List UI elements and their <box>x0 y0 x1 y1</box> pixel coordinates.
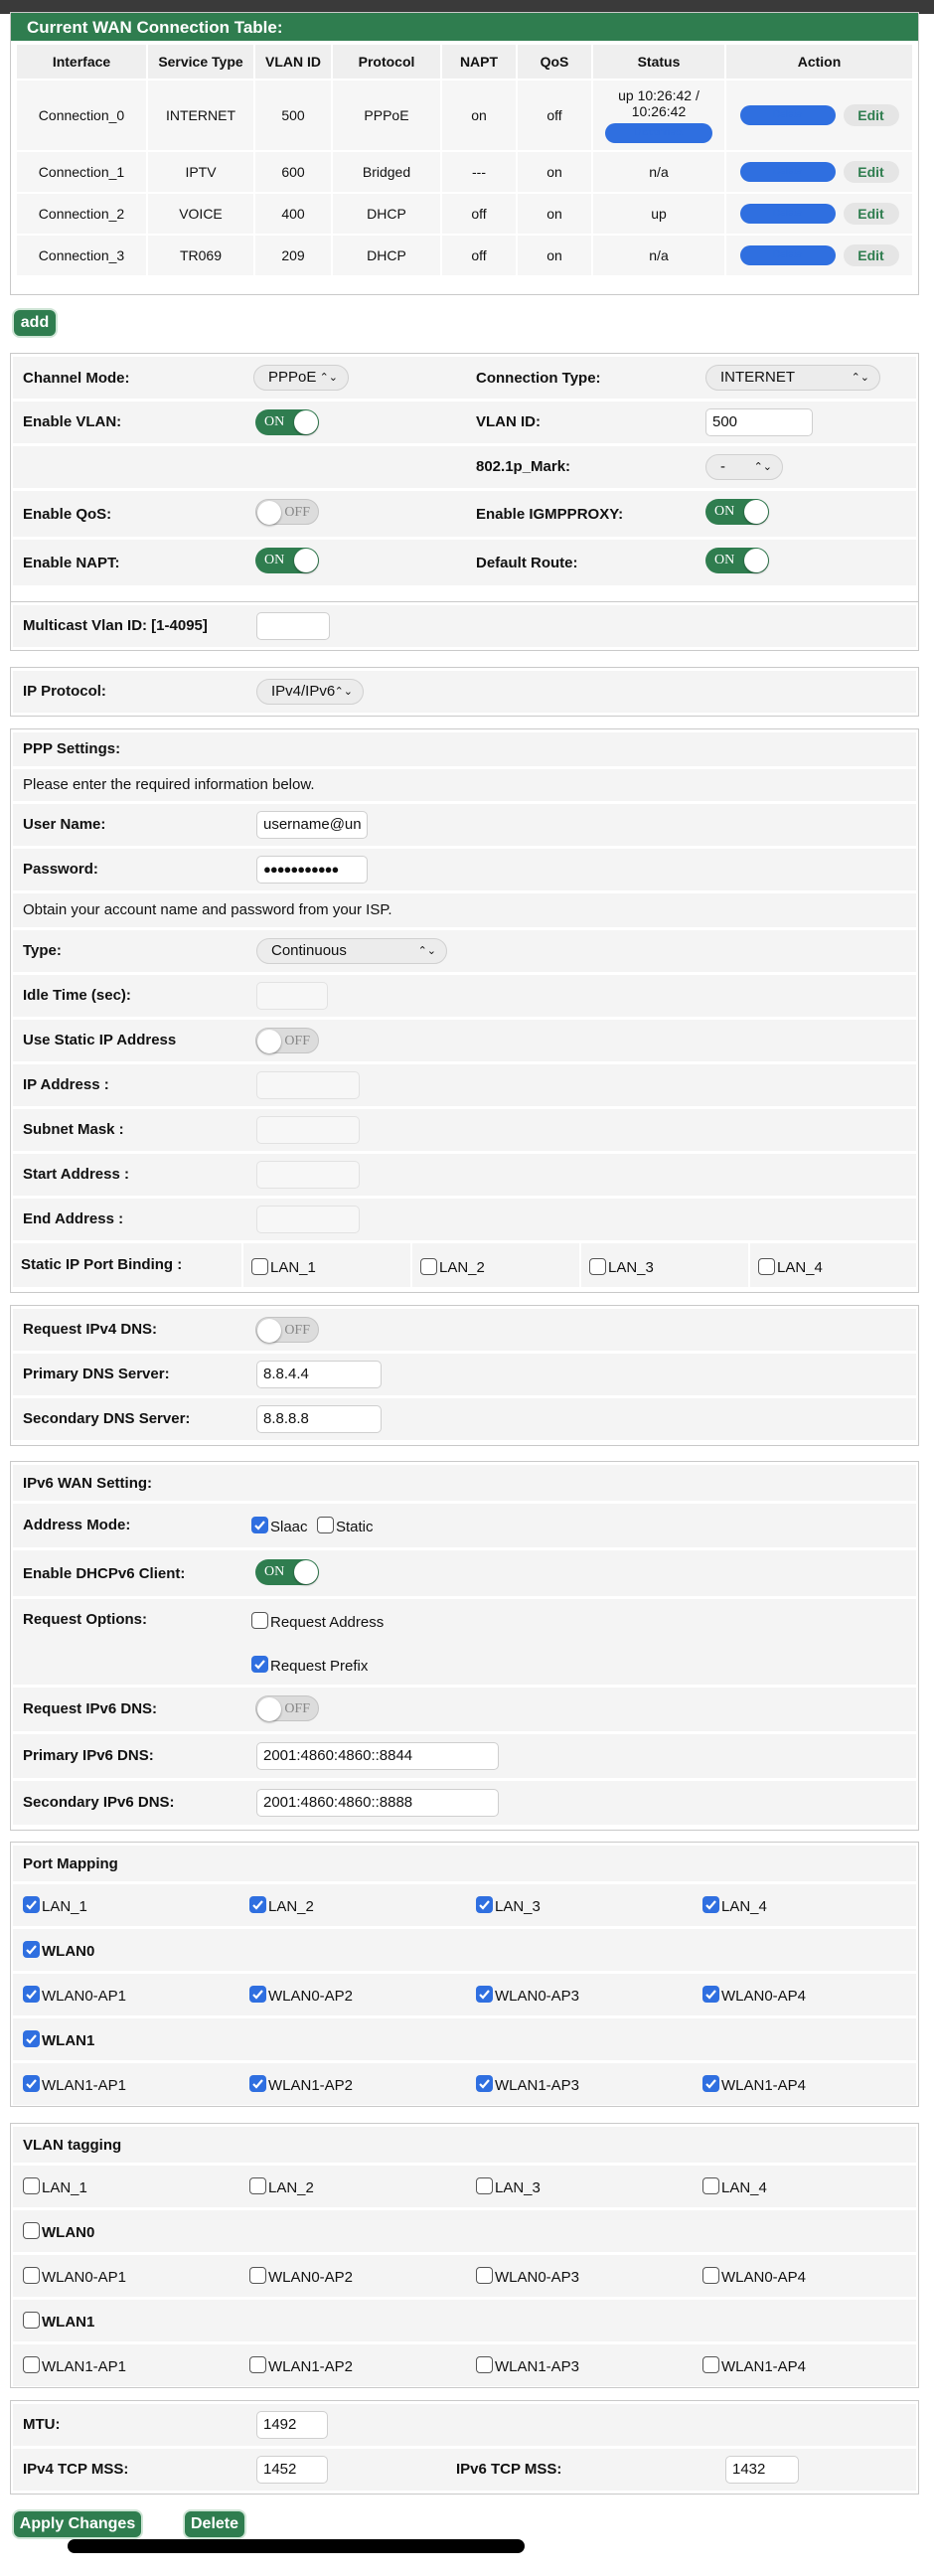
secondary-ipv6-dns-input[interactable]: 2001:4860:4860::8888 <box>256 1789 499 1817</box>
enable-vlan-toggle[interactable] <box>255 409 319 435</box>
cell-action <box>726 236 912 275</box>
cell-status: up <box>593 194 724 234</box>
col-napt: NAPT <box>442 45 516 79</box>
row-secondary-ipv6-dns <box>13 1781 916 1825</box>
cell-protocol: DHCP <box>333 236 440 275</box>
select-arrows-icon: ⌃⌄ <box>334 686 353 698</box>
mark-value: - <box>720 458 725 475</box>
port-mapping-title: Port Mapping <box>23 1855 118 1872</box>
pm-wlan1-ap1-checkbox[interactable] <box>23 2075 40 2092</box>
delete-connection-button[interactable]: Delete <box>740 245 836 265</box>
request-address-label: Request Address <box>270 1614 385 1631</box>
vt-lan4-label: LAN_4 <box>721 2179 767 2196</box>
row-vt-wlan0 <box>13 2210 916 2252</box>
secondary-ipv6-dns-label: Secondary IPv6 DNS: <box>23 1794 175 1811</box>
vlan-id-input[interactable]: 500 <box>705 408 813 436</box>
checkmark-icon <box>24 2076 39 2091</box>
ppp-settings-panel <box>10 728 919 1293</box>
row-vt-wlan1 <box>13 2300 916 2341</box>
vt-lan2-checkbox[interactable] <box>249 2177 266 2194</box>
mtu-label: MTU: <box>23 2416 61 2433</box>
ppp-intro-text: Please enter the required information below. <box>23 776 315 793</box>
checkmark-icon <box>703 1987 718 2002</box>
idle-time-label: Idle Time (sec): <box>23 987 131 1004</box>
vt-wlan1-ap1-label: WLAN1-AP1 <box>42 2358 127 2375</box>
ip-protocol-value: IPv4/IPv6 <box>271 683 336 700</box>
vt-wlan0-ap1-label: WLAN0-AP1 <box>42 2269 127 2286</box>
cell-status: n/a <box>593 236 724 275</box>
request-prefix-checkbox[interactable] <box>251 1656 268 1673</box>
pm-wlan1-checkbox[interactable] <box>23 2030 40 2047</box>
wan-table-title: Current WAN Connection Table: <box>11 13 918 41</box>
pm-lan1-label: LAN_1 <box>42 1898 87 1915</box>
vlan-tagging-panel <box>10 2123 919 2388</box>
wan-connection-panel <box>10 12 919 295</box>
binding-cell <box>750 1243 916 1287</box>
row-primary-ipv6-dns <box>13 1734 916 1778</box>
cell-action <box>726 152 912 192</box>
cell-vlan: 400 <box>255 194 331 234</box>
row-isp-note <box>13 893 916 927</box>
username-input[interactable]: username@un <box>256 811 368 839</box>
pm-lan2-checkbox[interactable] <box>249 1896 266 1913</box>
binding-cell <box>581 1243 748 1287</box>
table-row <box>17 194 912 234</box>
igmp-proxy-toggle[interactable] <box>705 499 769 525</box>
row-secondary-dns <box>13 1398 916 1440</box>
request-ipv4-dns-toggle[interactable] <box>255 1317 319 1343</box>
cell-action <box>726 80 912 150</box>
mtu-panel <box>10 2400 919 2495</box>
vt-wlan1-ap1-checkbox[interactable] <box>23 2356 40 2373</box>
request-ipv6-dns-label: Request IPv6 DNS: <box>23 1700 158 1717</box>
row-port-binding <box>13 1243 916 1287</box>
row-ipv6-title <box>13 1465 916 1501</box>
multicast-vlan-input[interactable] <box>256 612 330 640</box>
cell-qos: off <box>518 80 591 150</box>
checkmark-icon <box>252 1657 267 1672</box>
enable-qos-label: Enable QoS: <box>23 506 112 523</box>
end-address-label: End Address : <box>23 1210 124 1227</box>
cell-vlan: 600 <box>255 152 331 192</box>
vt-wlan1-ap3-checkbox[interactable] <box>476 2356 493 2373</box>
row-password <box>13 849 916 890</box>
mark-select[interactable] <box>705 454 783 480</box>
idle-time-input[interactable] <box>256 982 328 1010</box>
vt-wlan1-ap4-label: WLAN1-AP4 <box>721 2358 807 2375</box>
row-pm-wlan1 <box>13 2018 916 2060</box>
request-prefix-label: Request Prefix <box>270 1658 369 1675</box>
row-vlan-tagging-title <box>13 2127 916 2163</box>
toggle-state: ON <box>714 504 735 519</box>
select-arrows-icon: ⌃⌄ <box>319 372 338 384</box>
delete-button[interactable]: Delete <box>185 2511 244 2537</box>
ipv6-mss-input[interactable]: 1432 <box>725 2456 799 2484</box>
vt-wlan1-ap4-checkbox[interactable] <box>702 2356 719 2373</box>
binding-label-cell <box>13 1243 241 1287</box>
enable-vlan-label: Enable VLAN: <box>23 413 122 430</box>
add-connection-button[interactable]: add <box>14 310 56 336</box>
vt-wlan1-ap2-checkbox[interactable] <box>249 2356 266 2373</box>
cell-napt: on <box>442 80 516 150</box>
pm-wlan1-ap3-label: WLAN1-AP3 <box>495 2077 580 2094</box>
static-ip-toggle[interactable] <box>255 1028 319 1053</box>
cell-status <box>593 80 724 150</box>
multicast-panel <box>10 601 919 651</box>
row-vt-wlan1-aps <box>13 2344 916 2386</box>
ipv6-wan-panel <box>10 1461 919 1831</box>
col-action: Action <box>726 45 912 79</box>
col-vlan-id: VLAN ID <box>255 45 331 79</box>
channel-mode-select[interactable] <box>253 365 349 391</box>
col-qos: QoS <box>518 45 591 79</box>
select-arrows-icon: ⌃⌄ <box>417 945 436 957</box>
toggle-state: OFF <box>284 505 310 520</box>
pm-wlan0-ap1-label: WLAN0-AP1 <box>42 1988 127 2005</box>
pm-wlan0-ap1-checkbox[interactable] <box>23 1986 40 2003</box>
vt-wlan0-ap3-label: WLAN0-AP3 <box>495 2269 580 2286</box>
col-protocol: Protocol <box>333 45 440 79</box>
checkmark-icon <box>24 1897 39 1912</box>
vt-wlan0-label: WLAN0 <box>42 2224 95 2241</box>
mark-label: 802.1p_Mark: <box>476 458 571 475</box>
cell-napt: off <box>442 236 516 275</box>
pm-wlan1-ap1-label: WLAN1-AP1 <box>42 2077 127 2094</box>
request-address-checkbox[interactable] <box>251 1612 268 1629</box>
cell-qos: on <box>518 236 591 275</box>
cell-protocol: PPPoE <box>333 80 440 150</box>
ipv6-title: IPv6 WAN Setting: <box>23 1475 153 1492</box>
username-label: User Name: <box>23 816 106 833</box>
cell-napt: --- <box>442 152 516 192</box>
cell-qos: on <box>518 194 591 234</box>
cell-interface: Connection_1 <box>17 152 146 192</box>
row-vt-lan <box>13 2166 916 2207</box>
pm-lan3-checkbox[interactable] <box>476 1896 493 1913</box>
primary-ipv6-dns-label: Primary IPv6 DNS: <box>23 1747 154 1764</box>
vt-wlan0-ap3-checkbox[interactable] <box>476 2267 493 2284</box>
row-ppp-intro <box>13 769 916 801</box>
default-route-toggle[interactable] <box>705 548 769 573</box>
connection-type-label: Connection Type: <box>476 370 601 387</box>
pm-wlan1-ap3-checkbox[interactable] <box>476 2075 493 2092</box>
row-end-address <box>13 1199 916 1240</box>
home-indicator <box>68 2539 525 2553</box>
end-address-input[interactable] <box>256 1206 360 1233</box>
table-row <box>17 80 912 150</box>
row-request-ipv4-dns <box>13 1309 916 1351</box>
binding-cell <box>243 1243 410 1287</box>
pm-wlan0-checkbox[interactable] <box>23 1941 40 1958</box>
binding-lan2-label: LAN_2 <box>439 1259 485 1276</box>
delete-connection-button[interactable]: Delete <box>740 162 836 182</box>
static-ip-label: Use Static IP Address <box>23 1032 177 1048</box>
cell-interface: Connection_2 <box>17 194 146 234</box>
status-uptime-line1: up 10:26:42 / <box>618 87 700 103</box>
checkmark-icon <box>477 1897 492 1912</box>
delete-connection-button[interactable]: Delete <box>740 204 836 224</box>
edit-connection-button[interactable]: Edit <box>844 161 899 183</box>
pm-lan4-label: LAN_4 <box>721 1898 767 1915</box>
pm-wlan1-ap4-checkbox[interactable] <box>702 2075 719 2092</box>
slaac-label: Slaac <box>270 1519 308 1535</box>
ppp-type-label: Type: <box>23 942 62 959</box>
cell-service: TR069 <box>148 236 253 275</box>
ppp-settings-title: PPP Settings: <box>23 740 121 757</box>
default-route-label: Default Route: <box>476 555 578 571</box>
cell-interface: Connection_3 <box>17 236 146 275</box>
start-address-input[interactable] <box>256 1161 360 1189</box>
cell-service: IPTV <box>148 152 253 192</box>
secondary-dns-input[interactable]: 8.8.8.8 <box>256 1405 382 1433</box>
binding-lan4-label: LAN_4 <box>777 1259 823 1276</box>
edit-connection-button[interactable]: Edit <box>844 203 899 225</box>
pm-wlan0-ap4-checkbox[interactable] <box>702 1986 719 2003</box>
cell-action <box>726 194 912 234</box>
row-mtu <box>13 2404 916 2446</box>
toggle-state: OFF <box>284 1323 310 1338</box>
table-header-row <box>17 45 912 79</box>
pm-wlan1-ap2-checkbox[interactable] <box>249 2075 266 2092</box>
start-address-label: Start Address : <box>23 1166 129 1183</box>
checkmark-icon <box>703 1897 718 1912</box>
channel-settings-panel <box>10 353 919 635</box>
row-username <box>13 804 916 846</box>
row-vt-wlan0-aps <box>13 2255 916 2297</box>
apply-changes-button[interactable]: Apply Changes <box>14 2511 141 2537</box>
primary-dns-input[interactable]: 8.8.4.4 <box>256 1361 382 1388</box>
row-dhcpv6 <box>13 1550 916 1596</box>
port-mapping-panel <box>10 1842 919 2107</box>
cell-service: VOICE <box>148 194 253 234</box>
channel-mode-label: Channel Mode: <box>23 370 130 387</box>
row-channel-mode <box>13 357 916 399</box>
ip-protocol-select[interactable] <box>256 679 364 705</box>
row-start-address <box>13 1154 916 1196</box>
static-checkbox[interactable] <box>317 1517 334 1533</box>
row-idle-time <box>13 975 916 1017</box>
pm-wlan0-ap3-label: WLAN0-AP3 <box>495 1988 580 2005</box>
checkmark-icon <box>250 1987 265 2002</box>
checkmark-icon <box>703 2076 718 2091</box>
pm-wlan1-ap4-label: WLAN1-AP4 <box>721 2077 807 2094</box>
multicast-vlan-label: Multicast Vlan ID: [1-4095] <box>23 617 208 634</box>
vt-wlan1-ap3-label: WLAN1-AP3 <box>495 2358 580 2375</box>
table-row <box>17 236 912 275</box>
pm-wlan0-ap3-checkbox[interactable] <box>476 1986 493 2003</box>
primary-dns-label: Primary DNS Server: <box>23 1366 170 1382</box>
row-enable-qos <box>13 491 916 537</box>
binding-lan1-checkbox[interactable] <box>251 1258 268 1275</box>
cell-vlan: 209 <box>255 236 331 275</box>
col-status: Status <box>593 45 724 79</box>
row-ppp-title <box>13 732 916 766</box>
connection-type-select[interactable] <box>705 365 880 391</box>
vt-wlan0-ap2-label: WLAN0-AP2 <box>268 2269 354 2286</box>
binding-lan1-label: LAN_1 <box>270 1259 316 1276</box>
vt-wlan0-ap4-checkbox[interactable] <box>702 2267 719 2284</box>
vt-wlan0-ap1-checkbox[interactable] <box>23 2267 40 2284</box>
ip-protocol-label: IP Protocol: <box>23 683 106 700</box>
edit-connection-button[interactable]: Edit <box>844 244 899 266</box>
pm-wlan0-ap4-label: WLAN0-AP4 <box>721 1988 807 2005</box>
row-ppp-type <box>13 930 916 972</box>
pm-wlan0-ap2-label: WLAN0-AP2 <box>268 1988 354 2005</box>
checkmark-icon <box>250 1897 265 1912</box>
cell-vlan: 500 <box>255 80 331 150</box>
ppp-type-select[interactable] <box>256 938 447 964</box>
delete-connection-button[interactable]: Delete <box>740 105 836 125</box>
cell-protocol: Bridged <box>333 152 440 192</box>
vt-wlan0-ap2-checkbox[interactable] <box>249 2267 266 2284</box>
checkmark-icon <box>477 1987 492 2002</box>
vt-lan3-label: LAN_3 <box>495 2179 541 2196</box>
vt-lan1-label: LAN_1 <box>42 2179 87 2196</box>
vt-wlan1-ap2-label: WLAN1-AP2 <box>268 2358 354 2375</box>
pm-lan1-checkbox[interactable] <box>23 1896 40 1913</box>
row-request-options <box>13 1599 916 1685</box>
col-service-type: Service Type <box>148 45 253 79</box>
subnet-mask-label: Subnet Mask : <box>23 1121 124 1138</box>
vlan-id-label: VLAN ID: <box>476 413 541 430</box>
cell-qos: on <box>518 152 591 192</box>
dhcpv6-label: Enable DHCPv6 Client: <box>23 1565 186 1582</box>
row-subnet-mask <box>13 1109 916 1151</box>
toggle-state: OFF <box>284 1701 310 1716</box>
toggle-state: ON <box>264 553 285 567</box>
row-ip-address <box>13 1064 916 1106</box>
vt-lan1-checkbox[interactable] <box>23 2177 40 2194</box>
static-label: Static <box>336 1519 374 1535</box>
checkmark-icon <box>24 2031 39 2046</box>
isp-note-text: Obtain your account name and password from your ISP. <box>23 901 392 918</box>
toggle-state: ON <box>264 1564 285 1579</box>
select-arrows-icon: ⌃⌄ <box>753 461 772 473</box>
binding-cell <box>412 1243 579 1287</box>
ipv4-mss-input[interactable]: 1452 <box>256 2456 328 2484</box>
request-options-label: Request Options: <box>23 1611 148 1628</box>
vt-lan2-label: LAN_2 <box>268 2179 314 2196</box>
row-port-mapping-title <box>13 1846 916 1881</box>
binding-lan4-checkbox[interactable] <box>758 1258 775 1275</box>
row-multicast-vlan <box>13 605 916 647</box>
binding-lan2-checkbox[interactable] <box>420 1258 437 1275</box>
pm-wlan0-label: WLAN0 <box>42 1943 95 1960</box>
channel-mode-value: PPPoE <box>268 369 317 386</box>
checkmark-icon <box>252 1518 267 1532</box>
dhcpv6-toggle[interactable] <box>255 1559 319 1585</box>
enable-napt-toggle[interactable] <box>255 548 319 573</box>
pm-wlan1-ap2-label: WLAN1-AP2 <box>268 2077 354 2094</box>
row-ip-protocol <box>13 671 916 713</box>
primary-ipv6-dns-input[interactable]: 2001:4860:4860::8844 <box>256 1742 499 1770</box>
pm-wlan1-label: WLAN1 <box>42 2032 95 2049</box>
vt-lan3-checkbox[interactable] <box>476 2177 493 2194</box>
row-address-mode <box>13 1504 916 1547</box>
password-input[interactable]: ●●●●●●●●●●● <box>256 856 368 884</box>
cell-napt: off <box>442 194 516 234</box>
address-mode-label: Address Mode: <box>23 1517 131 1533</box>
binding-lan3-label: LAN_3 <box>608 1259 654 1276</box>
row-tcp-mss <box>13 2449 916 2491</box>
cell-interface: Connection_0 <box>17 80 146 150</box>
row-primary-dns <box>13 1354 916 1395</box>
vt-wlan1-label: WLAN1 <box>42 2314 95 2331</box>
checkmark-icon <box>24 1987 39 2002</box>
secondary-dns-label: Secondary DNS Server: <box>23 1410 191 1427</box>
pm-lan2-label: LAN_2 <box>268 1898 314 1915</box>
ip-address-input[interactable] <box>256 1071 360 1099</box>
enable-napt-label: Enable NAPT: <box>23 555 120 571</box>
checkmark-icon <box>24 1942 39 1957</box>
vt-lan4-checkbox[interactable] <box>702 2177 719 2194</box>
toggle-state: ON <box>264 414 285 429</box>
select-arrows-icon: ⌃⌄ <box>851 372 869 384</box>
cell-status: n/a <box>593 152 724 192</box>
edit-connection-button[interactable]: Edit <box>844 104 899 126</box>
row-enable-napt <box>13 540 916 585</box>
col-interface: Interface <box>17 45 146 79</box>
row-pm-lan <box>13 1884 916 1926</box>
vt-wlan0-ap4-label: WLAN0-AP4 <box>721 2269 807 2286</box>
row-8021p-mark <box>13 446 916 488</box>
cell-protocol: DHCP <box>333 194 440 234</box>
ip-address-label: IP Address : <box>23 1076 109 1093</box>
checkmark-icon <box>250 2076 265 2091</box>
ipv4-dns-panel <box>10 1305 919 1446</box>
table-row <box>17 152 912 192</box>
vlan-tagging-title: VLAN tagging <box>23 2137 122 2154</box>
row-enable-vlan <box>13 402 916 443</box>
checkmark-icon <box>477 2076 492 2091</box>
ipv6-mss-label: IPv6 TCP MSS: <box>456 2461 562 2478</box>
pm-lan3-label: LAN_3 <box>495 1898 541 1915</box>
mtu-input[interactable]: 1492 <box>256 2411 328 2439</box>
disconnect-button[interactable]: Disconnect <box>605 123 712 143</box>
binding-lan3-checkbox[interactable] <box>589 1258 606 1275</box>
row-pm-wlan0-aps <box>13 1974 916 2015</box>
pm-wlan0-ap2-checkbox[interactable] <box>249 1986 266 2003</box>
row-pm-wlan0 <box>13 1929 916 1971</box>
ppp-type-value: Continuous <box>271 942 347 959</box>
request-ipv6-dns-toggle[interactable] <box>255 1695 319 1721</box>
vt-wlan1-checkbox[interactable] <box>23 2312 40 2329</box>
enable-qos-toggle[interactable] <box>255 499 319 525</box>
slaac-checkbox[interactable] <box>251 1517 268 1533</box>
password-label: Password: <box>23 861 98 878</box>
row-request-ipv6-dns <box>13 1688 916 1731</box>
toggle-state: ON <box>714 553 735 567</box>
wan-connection-table <box>15 43 914 277</box>
toggle-state: OFF <box>284 1034 310 1048</box>
subnet-mask-input[interactable] <box>256 1116 360 1144</box>
pm-lan4-checkbox[interactable] <box>702 1896 719 1913</box>
igmp-proxy-label: Enable IGMPPROXY: <box>476 506 624 523</box>
ip-protocol-panel <box>10 667 919 717</box>
status-uptime-line2: 10:26:42 <box>631 103 687 119</box>
row-static-ip <box>13 1020 916 1061</box>
vt-wlan0-checkbox[interactable] <box>23 2222 40 2239</box>
port-binding-label: Static IP Port Binding : <box>21 1256 183 1273</box>
request-ipv4-dns-label: Request IPv4 DNS: <box>23 1321 158 1338</box>
row-pm-wlan1-aps <box>13 2063 916 2105</box>
ipv4-mss-label: IPv4 TCP MSS: <box>23 2461 129 2478</box>
connection-type-value: INTERNET <box>720 369 795 386</box>
cell-service: INTERNET <box>148 80 253 150</box>
